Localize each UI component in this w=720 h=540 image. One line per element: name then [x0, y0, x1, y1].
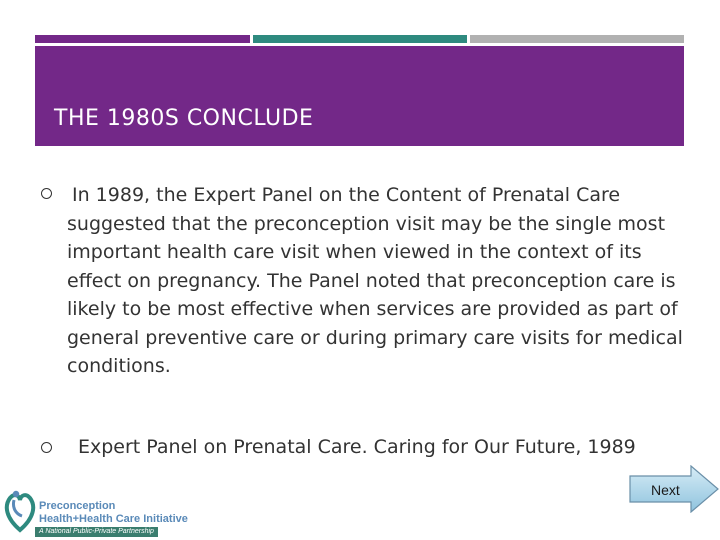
title-band — [35, 46, 684, 146]
accent-bar-teal — [253, 35, 467, 43]
bullet-circle-icon — [41, 442, 52, 453]
body-paragraph: In 1989, the Expert Panel on the Content of Prenatal Care suggested that the preconception visit may be the single most important health care visit when viewed in the context of its effect on pregnancy. The Panel noted that preconception care is likely to be most effective when services are provided as part of general preventive care or during primary care visits for medical conditions. — [67, 184, 683, 377]
accent-bar-purple — [35, 35, 250, 43]
slide-body-text — [67, 181, 687, 381]
heart-mother-logo-icon — [2, 486, 38, 534]
slide-title: THE 1980S CONCLUDE — [54, 106, 314, 131]
initiative-logo — [2, 486, 192, 538]
next-button[interactable] — [629, 465, 720, 513]
logo-line-2: Health+Health Care Initiative — [39, 513, 188, 525]
accent-bar-gray — [470, 35, 684, 43]
next-button-label: Next — [651, 482, 680, 498]
logo-line-1: Preconception — [39, 500, 116, 512]
citation-text: Expert Panel on Prenatal Care. Caring for Our Future, 1989 — [78, 436, 636, 458]
bullet-circle-icon — [41, 188, 52, 199]
logo-tagline: A National Public-Private Partnership — [35, 527, 158, 537]
